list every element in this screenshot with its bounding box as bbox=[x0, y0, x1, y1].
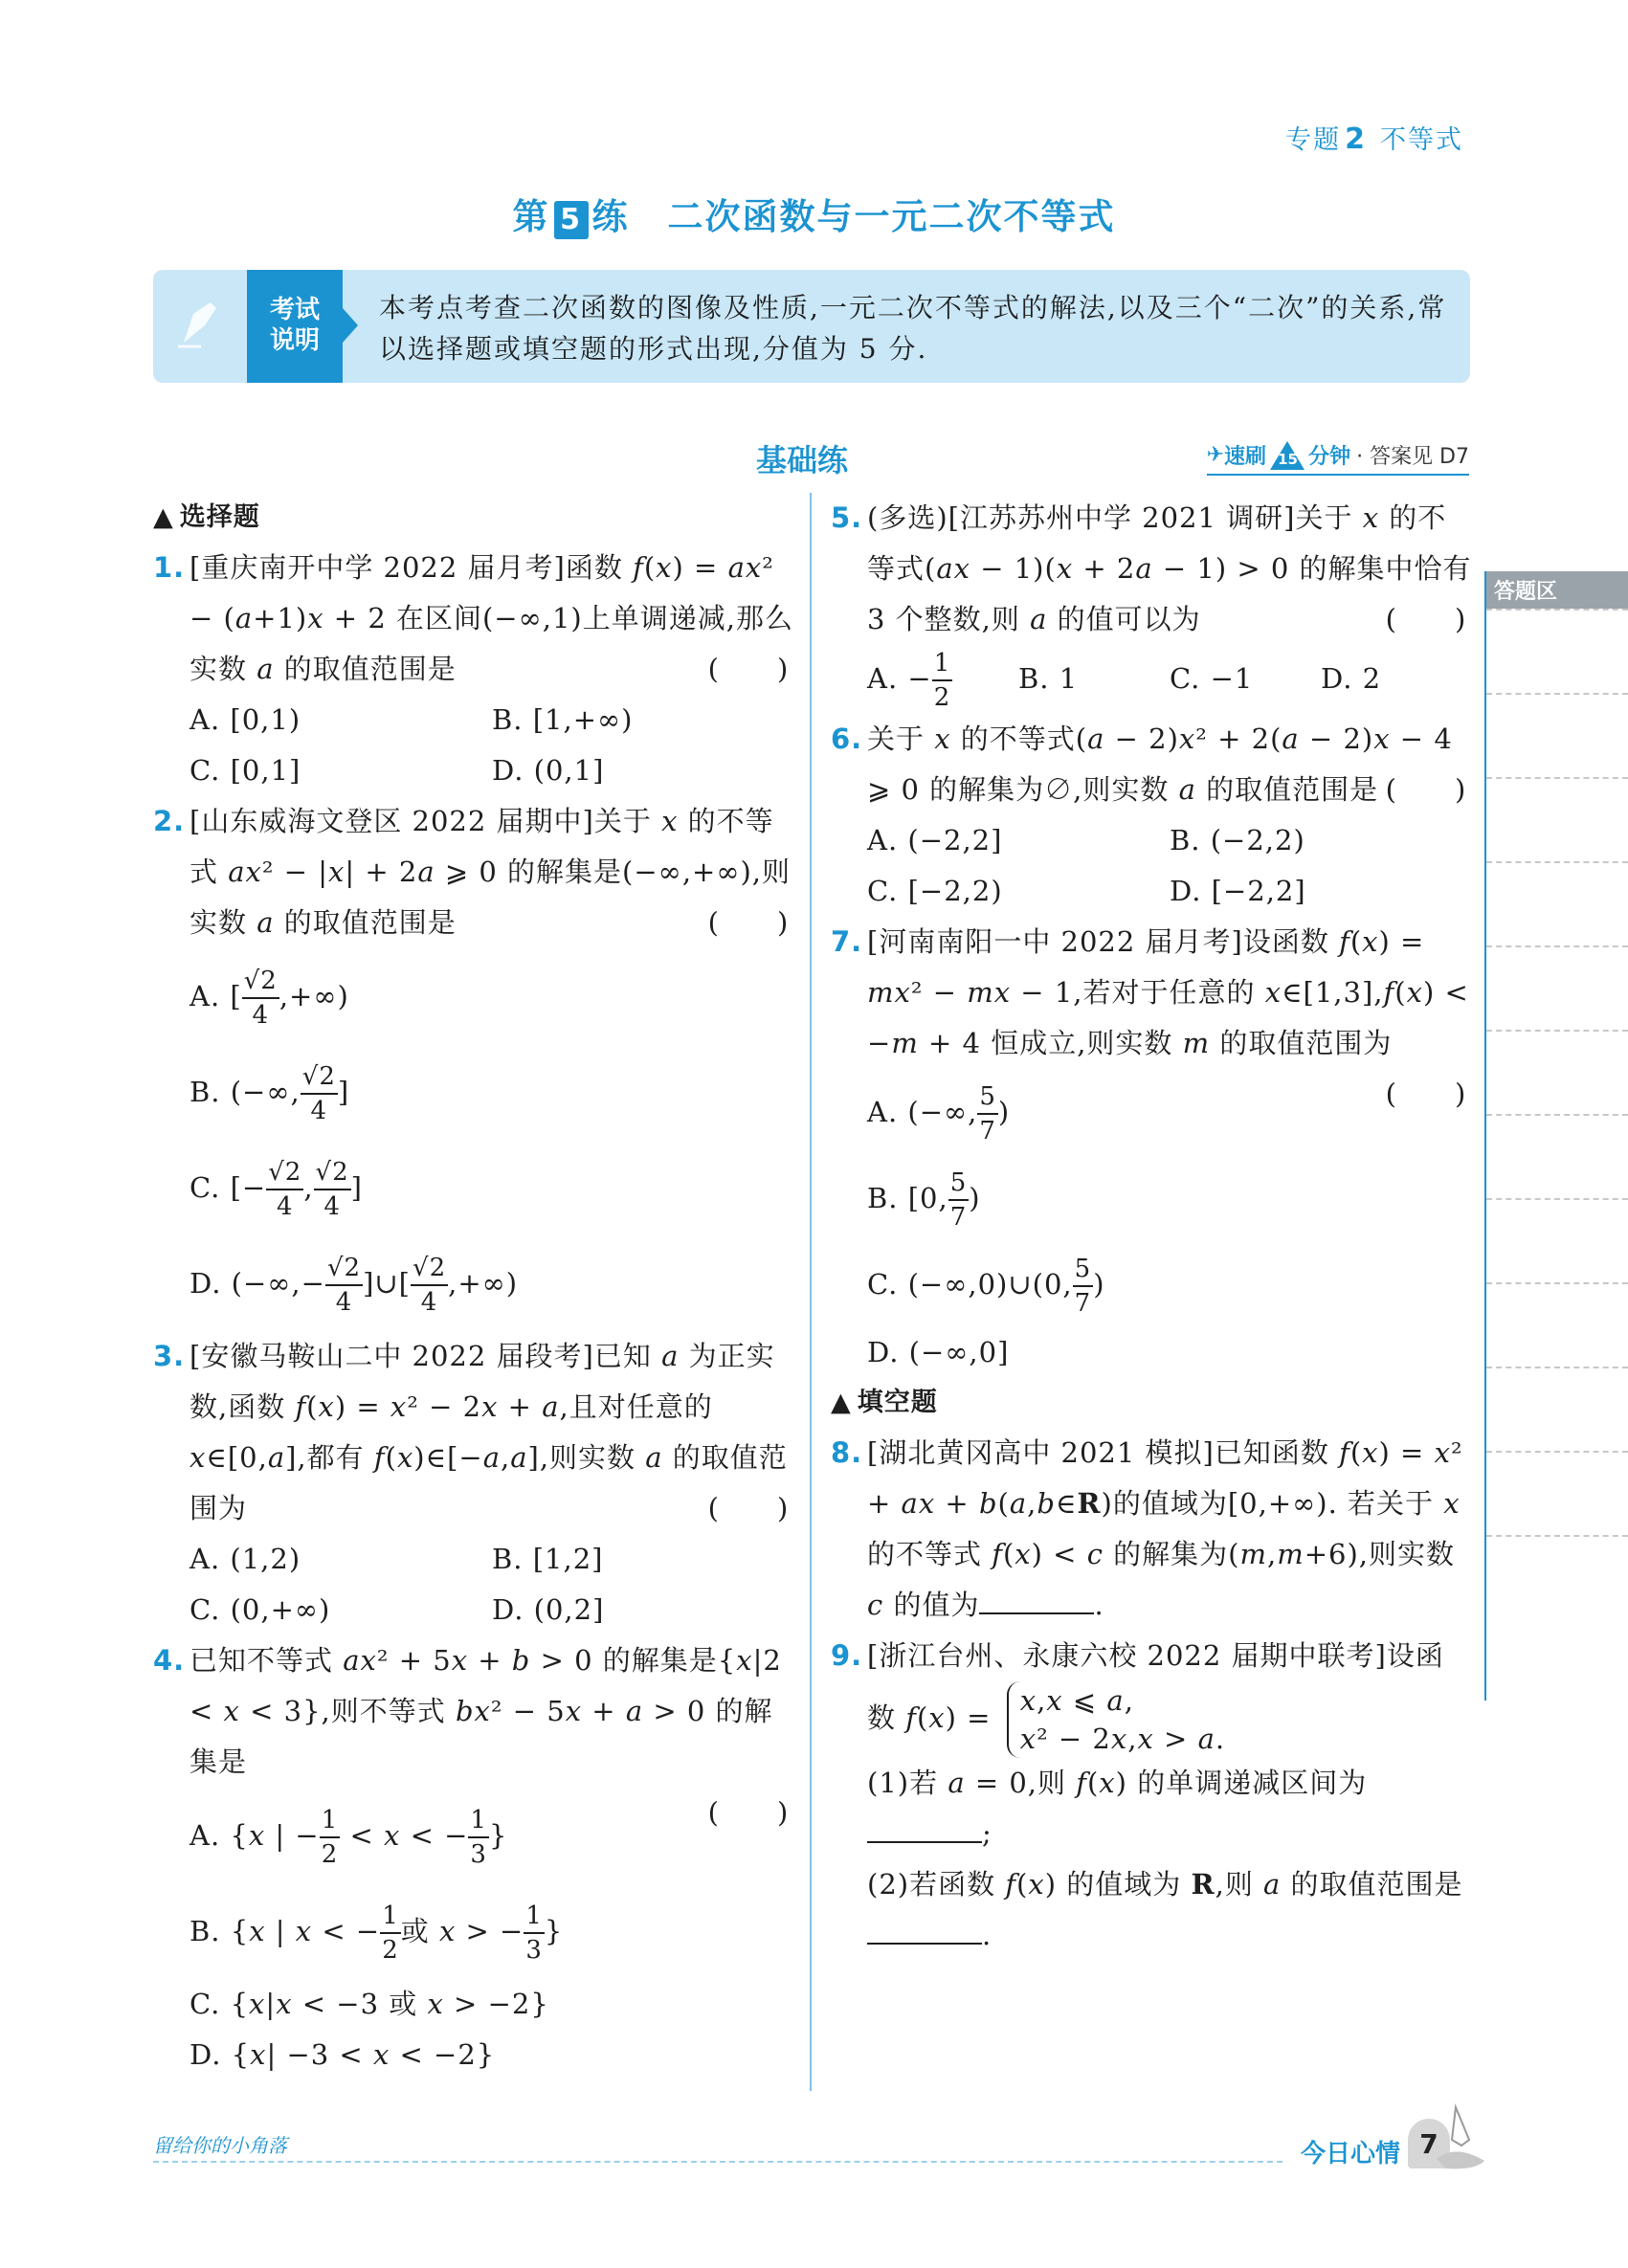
question-number: 8. bbox=[831, 1436, 863, 1469]
option-c: C. {x|x < −3 或 x > −2} bbox=[190, 1988, 549, 2020]
answer-line[interactable] bbox=[1486, 1535, 1628, 1619]
question-number: 1. bbox=[153, 551, 186, 584]
piecewise-function: x,x ⩽ a, x² − 2x,x > a. bbox=[1007, 1681, 1225, 1758]
speed-label: 速刷 bbox=[1224, 445, 1267, 469]
option-d: D. (−∞,0] bbox=[867, 1336, 1010, 1368]
choice-label: 选择题 bbox=[179, 502, 260, 532]
section-heading: 基础练 bbox=[756, 442, 849, 478]
exam-tab-line1: 考试 bbox=[269, 296, 320, 324]
exam-tab bbox=[247, 270, 343, 383]
answer-line[interactable] bbox=[1486, 1114, 1628, 1198]
title-prefix: 第 bbox=[512, 196, 550, 237]
answer-line[interactable] bbox=[1486, 1198, 1628, 1282]
topic-number: 2 bbox=[1345, 122, 1367, 156]
question-number: 6. bbox=[831, 723, 863, 755]
question-number: 7. bbox=[831, 925, 863, 958]
rocket-icon: ✈ bbox=[1206, 443, 1225, 467]
minutes-unit: 分钟 bbox=[1308, 445, 1351, 469]
question-number: 5. bbox=[831, 501, 863, 534]
column-divider bbox=[810, 493, 812, 2091]
option-c: C. (−∞,0)∪(0, $\frac{5}{7}$ ) bbox=[867, 1255, 1105, 1318]
answer-line[interactable] bbox=[1486, 945, 1628, 1030]
option-c: C. [0,1] bbox=[190, 754, 301, 787]
option-d: D. 2 bbox=[1321, 662, 1382, 695]
exam-description: 本考点考查二次函数的图像及性质,一元二次不等式的解法,以及三个“二次”的关系,常以选择题或填空题的形式出现,分值为 5 分. bbox=[379, 292, 1447, 365]
pen-nib-icon bbox=[1427, 2101, 1504, 2178]
right-column bbox=[831, 493, 1472, 1961]
question-3: 3. [安徽马鞍山二中 2022 届段考]已知 a 为正实数,函数 f(x) = x² − 2x + a,且对任意的 x∈[0,a],都有 f(x)∈[−a,a],则实数 a 的取值范围为 ( ) bbox=[153, 1331, 794, 1534]
answer-line[interactable] bbox=[1486, 1367, 1628, 1451]
question-number: 9. bbox=[831, 1639, 863, 1672]
question-number: 2. bbox=[153, 805, 186, 837]
question-8: 8. [湖北黄冈高中 2021 模拟]已知函数 f(x) = x² + ax + b(a,b∈R)的值域为[0,+∞). 若关于 x 的不等式 f(x) < c 的解集为(m,m+6),则实数 c 的值为 . bbox=[831, 1428, 1472, 1631]
question-2: 2. [山东威海文登区 2022 届期中]关于 x 的不等式 ax² − |x| + 2a ⩾ 0 的解集是(−∞,+∞),则实数 a 的取值范围是 ( ) bbox=[153, 796, 794, 948]
option-d: D. {x| −3 < x < −2} bbox=[190, 2038, 496, 2071]
question-5: 5. (多选)[江苏苏州中学 2021 调研]关于 x 的不等式(ax − 1)(x + 2a − 1) > 0 的解集中恰有 3 个整数,则 a 的值可以为 ( ) bbox=[831, 493, 1472, 645]
answer-blank[interactable] bbox=[867, 1814, 982, 1843]
option-d: D. (0,1] bbox=[492, 754, 605, 787]
option-c: C. (0,+∞) bbox=[190, 1593, 331, 1626]
question-7: 7. [河南南阳一中 2022 届月考]设函数 f(x) = mx² − mx − 1,若对于任意的 x∈[1,3],f(x) < −m + 4 恒成立,则实数 m 的取值范围为 ( ) bbox=[831, 917, 1472, 1069]
page-number: 7 bbox=[1408, 2119, 1450, 2168]
option-a: A. (−∞, $\frac{5}{7}$ ) bbox=[867, 1082, 1011, 1145]
mood-label: 今日心情 bbox=[1300, 2140, 1400, 2168]
option-a: A. (1,2) bbox=[190, 1543, 301, 1575]
speed-badge bbox=[1207, 440, 1469, 476]
question-1: 1. [重庆南开中学 2022 届月考]函数 f(x) = ax² − (a+1)x + 2 在区间(−∞,1)上单调递减,那么实数 a 的取值范围是 ( ) bbox=[153, 543, 794, 695]
footer-dashed-line bbox=[153, 2161, 1282, 2163]
question-number: 4. bbox=[153, 1644, 186, 1677]
topic-prefix: 专题 bbox=[1285, 125, 1342, 155]
option-a: A. − $\frac{1}{2}$ bbox=[867, 649, 951, 712]
options-1 bbox=[153, 695, 794, 796]
option-d: D. (0,2] bbox=[492, 1593, 605, 1626]
left-column bbox=[153, 493, 794, 2080]
topic-name: 不等式 bbox=[1380, 125, 1463, 155]
exam-banner bbox=[153, 270, 1470, 383]
triangle-icon: ▲ bbox=[153, 502, 174, 532]
option-b: B. (−∞, $\frac{√2}{4}$ ] bbox=[190, 1062, 350, 1125]
footer-note: 留给你的小角落 bbox=[153, 2134, 287, 2157]
page-title bbox=[0, 188, 1628, 239]
option-b: B. [0, $\frac{5}{7}$ ) bbox=[867, 1168, 981, 1232]
answer-line[interactable] bbox=[1486, 1030, 1628, 1114]
answer-line[interactable] bbox=[1486, 861, 1628, 945]
title-number-badge: 5 bbox=[554, 201, 589, 239]
options-6 bbox=[831, 815, 1472, 917]
answer-area-sidebar bbox=[1484, 571, 1628, 1701]
option-b: B. [1,+∞) bbox=[492, 703, 634, 736]
option-b: B. [1,2] bbox=[492, 1543, 604, 1575]
answer-ref: · 答案见 D7 bbox=[1356, 445, 1469, 469]
triangle-icon: ▲ bbox=[831, 1388, 852, 1417]
option-a: A. [0,1) bbox=[190, 703, 301, 736]
answer-line[interactable] bbox=[1486, 609, 1628, 693]
option-c: C. [−2,2) bbox=[867, 875, 1003, 907]
minutes-badge bbox=[1270, 441, 1305, 470]
answer-blank[interactable] bbox=[979, 1586, 1094, 1614]
option-d: D. [−2,2] bbox=[1170, 875, 1306, 907]
question-number: 3. bbox=[153, 1340, 186, 1372]
option-a: A. (−2,2] bbox=[867, 824, 1003, 856]
fill-section-title bbox=[831, 1378, 1472, 1428]
question-4: 4. 已知不等式 ax² + 5x + b > 0 的解集是{x|2 < x < 3},则不等式 bx² − 5x + a > 0 的解集是 ( ) bbox=[153, 1635, 794, 1788]
option-d: D. (−∞,− $\frac{√2}{4}$ ]∪[ $\frac{√2}{4}$ ,+∞) bbox=[190, 1254, 519, 1317]
exam-tab-line2: 说明 bbox=[269, 326, 320, 355]
answer-line[interactable] bbox=[1486, 777, 1628, 861]
option-b: B. (−2,2) bbox=[1170, 824, 1305, 856]
answer-area-label: 答题区 bbox=[1486, 571, 1628, 609]
answer-line[interactable] bbox=[1486, 1282, 1628, 1367]
option-c: C. [− $\frac{√2}{4}$ , $\frac{√2}{4}$ ] bbox=[190, 1158, 363, 1221]
option-a: A. [ $\frac{√2}{4}$ ,+∞) bbox=[190, 967, 349, 1030]
options-5 bbox=[831, 645, 1472, 714]
option-c: C. −1 bbox=[1170, 662, 1254, 695]
question-6: 6. 关于 x 的不等式(a − 2)x² + 2(a − 2)x − 4 ⩾ 0 的解集为∅,则实数 a 的取值范围是 ( ) bbox=[831, 714, 1472, 815]
answer-line[interactable] bbox=[1486, 1451, 1628, 1535]
answer-blank[interactable] bbox=[867, 1916, 982, 1945]
minutes-value: 15 bbox=[1278, 450, 1298, 468]
pen-icon bbox=[172, 295, 230, 352]
answer-line[interactable] bbox=[1486, 693, 1628, 777]
option-a: A. {x | − $\frac{1}{2}$ < x < − $\frac{1}{3}$ } bbox=[190, 1806, 508, 1869]
option-b: B. 1 bbox=[1018, 662, 1079, 695]
options-3 bbox=[153, 1534, 794, 1635]
title-name: 二次函数与一元二次不等式 bbox=[667, 196, 1116, 237]
option-b: B. {x | x < − $\frac{1}{2}$ 或 x > − $\frac{1}{3}$ } bbox=[190, 1901, 564, 1965]
question-9: 9. [浙江台州、永康六校 2022 届期中联考]设函数 f(x) = x,x ⩽ a, x² − 2x,x > a. (1)若 a = 0,则 f(x) 的单调递减区间为 ; (2)若函数 f(x) 的值域为 R,则 a 的取值范围是. bbox=[831, 1631, 1472, 1961]
choice-section-title bbox=[153, 493, 794, 543]
topic-header bbox=[1285, 119, 1463, 156]
title-suffix: 练 bbox=[591, 196, 630, 237]
fill-label: 填空题 bbox=[857, 1388, 938, 1417]
